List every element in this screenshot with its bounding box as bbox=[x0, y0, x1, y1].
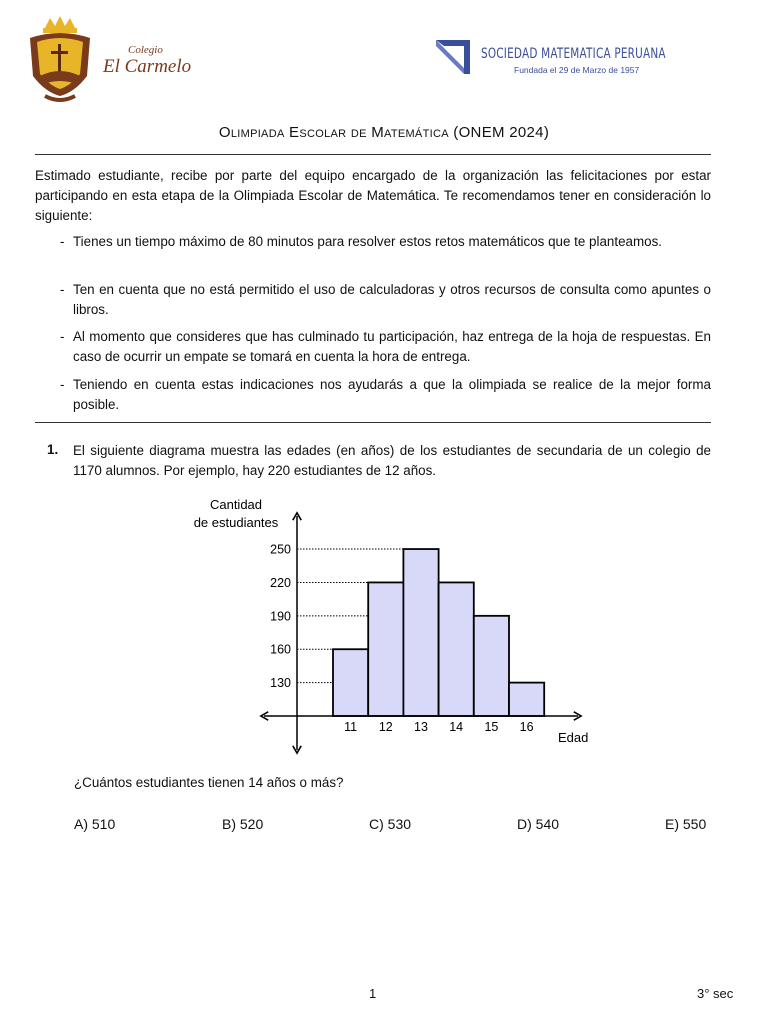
y-axis-label-line2: de estudiantes bbox=[193, 515, 279, 530]
x-tick-label: 11 bbox=[344, 720, 358, 734]
bar-14 bbox=[439, 582, 474, 716]
x-tick-label: 16 bbox=[519, 720, 534, 734]
y-tick-label: 250 bbox=[270, 542, 291, 557]
society-name: SOCIEDAD MATEMATICA PERUANA bbox=[481, 46, 666, 62]
x-axis-label: Edad bbox=[558, 730, 589, 745]
instruction-text: Ten en cuenta que no está permitido el uso de calculadoras y otros recursos de consulta como apuntes o libros. bbox=[73, 282, 711, 317]
option-e[interactable]: E) 550 bbox=[665, 816, 707, 832]
intro-paragraph: Estimado estudiante, recibe por parte del equipo encargado de la organización las felicitaciones por estar participando en esta etapa de la Olimpiada Escolar de Matemática. Te recomendamos tener en consideración lo siguiente: bbox=[35, 168, 711, 223]
bar-13 bbox=[403, 549, 438, 716]
bar-15 bbox=[474, 616, 509, 716]
page-number: 1 bbox=[369, 986, 377, 1001]
instruction-text: Al momento que consideres que has culminado tu participación, haz entrega de la hoja de respuestas. En caso de ocurrir un empate se tomará en cuenta la hora de entrega. bbox=[73, 329, 711, 364]
instruction-text: Tienes un tiempo máximo de 80 minutos para resolver estos retos matemáticos que te planteamos. bbox=[73, 234, 662, 249]
y-axis-label-line1: Cantidad bbox=[209, 497, 263, 512]
bar-16 bbox=[509, 683, 544, 716]
school-name-line2: El Carmelo bbox=[103, 56, 192, 77]
x-tick-label: 15 bbox=[484, 720, 499, 734]
x-tick-label: 12 bbox=[378, 720, 393, 734]
option-a[interactable]: A) 510 bbox=[74, 816, 116, 832]
title-suffix: (ONEM 2024) bbox=[453, 124, 550, 141]
instruction-item: - Teniendo en cuenta estas indicaciones nos ayudarás a que la olimpiada se realice de la mejor forma posible. bbox=[60, 375, 711, 415]
bar-12 bbox=[368, 582, 403, 716]
question-prompt: ¿Cuántos estudiantes tienen 14 años o más? bbox=[74, 775, 344, 790]
y-tick-label: 220 bbox=[270, 575, 291, 590]
bar-11 bbox=[333, 649, 368, 716]
y-tick-label: 130 bbox=[270, 676, 291, 691]
x-tick-label: 13 bbox=[414, 720, 428, 734]
y-tick-label: 190 bbox=[270, 609, 291, 624]
instruction-item: - Ten en cuenta que no está permitido el uso de calculadoras y otros recursos de consulta como apuntes o libros. bbox=[60, 280, 711, 320]
instruction-item: - Tienes un tiempo máximo de 80 minutos para resolver estos retos matemáticos que te planteamos. bbox=[60, 232, 711, 252]
option-d[interactable]: D) 540 bbox=[517, 816, 560, 832]
question-text: El siguiente diagrama muestra las edades (en años) de los estudiantes de secundaria de un colegio de 1170 alumnos. Por ejemplo, hay 220 estudiantes de 12 años. bbox=[73, 443, 711, 478]
instruction-text: Teniendo en cuenta estas indicaciones nos ayudarás a que la olimpiada se realice de la mejor forma posible. bbox=[73, 377, 711, 412]
question-number: 1. bbox=[47, 442, 59, 457]
grade-label: 3° sec bbox=[697, 986, 734, 1001]
instruction-item: - Al momento que consideres que has culminado tu participación, haz entrega de la hoja de respuestas. En caso de ocurrir un empate se tomará en cuenta la hora de entrega. bbox=[60, 327, 711, 367]
school-name-line1: Colegio bbox=[128, 44, 163, 56]
title-main: Olimpiada Escolar de Matemática bbox=[218, 124, 449, 141]
option-c[interactable]: C) 530 bbox=[369, 816, 412, 832]
option-b[interactable]: B) 520 bbox=[222, 816, 264, 832]
y-tick-label: 160 bbox=[270, 642, 291, 657]
society-subtitle: Fundada el 29 de Marzo de 1957 bbox=[514, 65, 640, 75]
x-tick-label: 14 bbox=[449, 720, 464, 734]
